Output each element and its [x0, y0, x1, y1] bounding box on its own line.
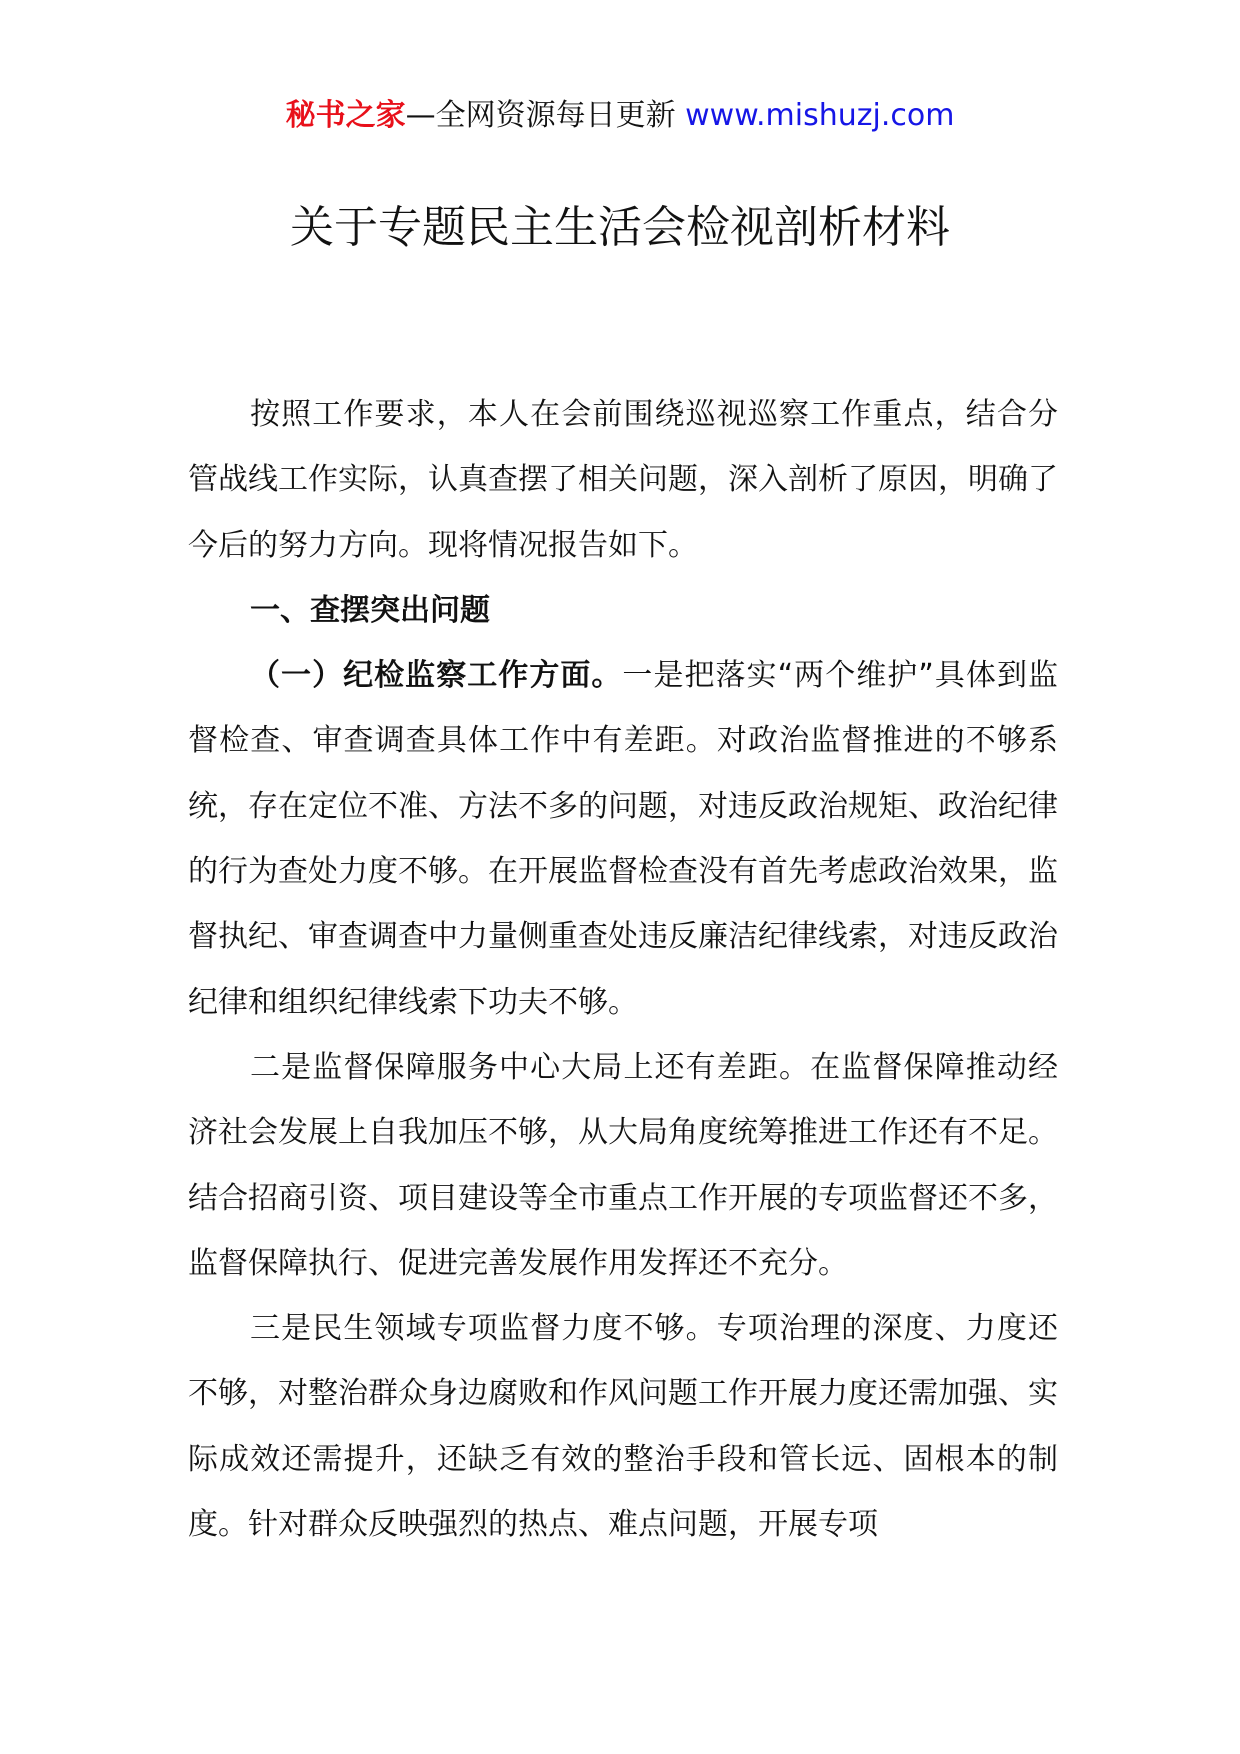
subsection-text: 一是把落实“两个维护”具体到监督检查、审查调查具体工作中有差距。对政治监督推进的不够系统，存在定位不准、方法不多的问题，对违反政治规矩、政治纪律的行为查处力度不够。在开展监督检查没有首先考虑政治效果，监督执纪、审查调查中力量侧重查处违反廉洁纪律线索，对违反政治纪律和组织纪律线索下功夫不够。 [188, 658, 1058, 1020]
subsection-label: （一）纪检监察工作方面。 [250, 658, 623, 694]
site-url-link[interactable]: www.mishuzj.com [685, 98, 955, 133]
brand-name: 秘书之家 [285, 98, 406, 133]
site-banner [0, 96, 1240, 136]
intro-paragraph: 按照工作要求，本人在会前围绕巡视巡察工作重点，结合分管战线工作实际，认真查摆了相关问题，深入剖析了原因，明确了今后的努力方向。现将情况报告如下。 [188, 397, 1058, 563]
section-heading: 一、查摆突出问题 [250, 592, 490, 628]
body-paragraph-2: 二是监督保障服务中心大局上还有差距。在监督保障推动经济社会发展上自我加压不够，从大局角度统筹推进工作还有不足。结合招商引资、项目建设等全市重点工作开展的专项监督还不多，监督保障执行、促进完善发展作用发挥还不充分。 [188, 1049, 1058, 1281]
body-paragraph-3: 三是民生领域专项监督力度不够。专项治理的深度、力度还不够，对整治群众身边腐败和作风问题工作开展力度还需加强、实际成效还需提升，还缺乏有效的整治手段和管长远、固根本的制度。针对群众反映强烈的热点、难点问题，开展专项 [188, 1311, 1058, 1543]
document-title: 关于专题民主生活会检视剖析材料 [290, 202, 950, 253]
document-body [188, 382, 1058, 1557]
banner-tagline: —全网资源每日更新 [405, 98, 676, 133]
subsection-paragraph [188, 643, 1058, 1035]
